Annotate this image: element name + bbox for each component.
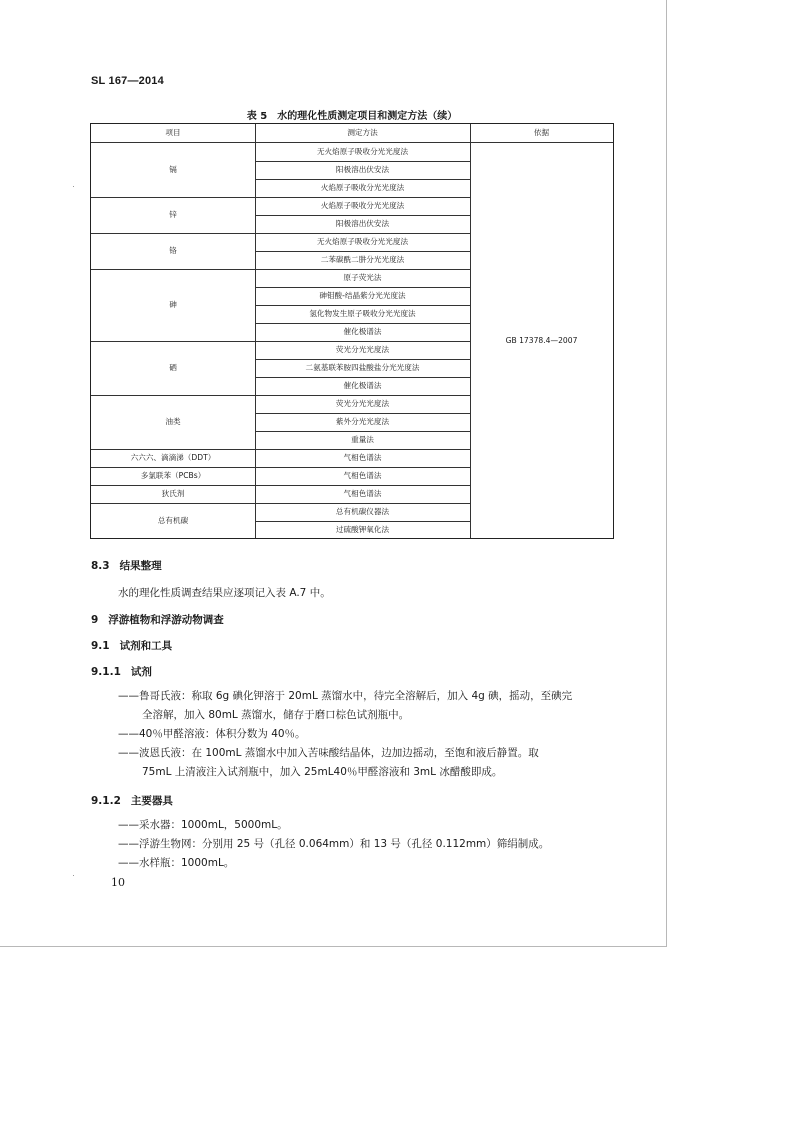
method-cell: 原子荧光法 xyxy=(343,273,382,283)
header-basis: 依据 xyxy=(533,128,550,138)
scan-speck xyxy=(73,875,74,876)
heading-number: 9 xyxy=(91,614,99,626)
header-item: 项目 xyxy=(165,128,181,138)
scan-speck xyxy=(73,186,74,187)
heading-8-3 xyxy=(91,558,162,573)
tool-sampler: ——采水器：1000mL，5000mL。 xyxy=(118,819,288,831)
methods-table xyxy=(90,123,614,539)
method-cell: 二苯碳酰二肼分光光度法 xyxy=(320,255,405,265)
method-cell: 气相色谱法 xyxy=(343,471,382,481)
method-cell: 阳极溶出伏安法 xyxy=(335,219,390,229)
method-cell: 无火焰原子吸收分光光度法 xyxy=(316,147,409,157)
tool-plankton-net: ——浮游生物网：分别用 25 号（孔径 0.064mm）和 13 号（孔径 0.112mm）筛绢制成。 xyxy=(118,838,550,850)
page-number: 10 xyxy=(111,876,125,889)
item-dieldrin: 狄氏剂 xyxy=(161,489,185,499)
method-cell: 催化极谱法 xyxy=(343,327,382,337)
method-cell: 荧光分光光度法 xyxy=(335,345,390,355)
table-title: 表 5 水的理化性质测定项目和测定方法（续） xyxy=(246,111,458,122)
heading-9-1 xyxy=(91,638,172,653)
item-pcbs: 多氯联苯（PCBs） xyxy=(140,471,206,481)
reagent-formaldehyde xyxy=(118,725,618,744)
heading-number: 9.1.2 xyxy=(91,795,121,807)
heading-9-1-2 xyxy=(91,793,173,808)
result-paragraph: 水的理化性质调查结果应逐项记入表 A.7 中。 xyxy=(118,587,331,599)
item-cadmium: 镉 xyxy=(169,165,177,175)
heading-text: 试剂和工具 xyxy=(119,640,173,652)
method-cell: 无火焰原子吸收分光光度法 xyxy=(316,237,409,247)
reagent-line: 全溶解，加入 80mL 蒸馏水，储存于磨口棕色试剂瓶中。 xyxy=(142,709,410,721)
item-selenium: 硒 xyxy=(169,363,177,373)
header-method: 测定方法 xyxy=(347,128,378,138)
method-cell: 紫外分光光度法 xyxy=(335,417,390,427)
heading-text: 浮游植物和浮游动物调查 xyxy=(108,614,224,626)
method-cell: 二氨基联苯胺四盐酸盐分光光度法 xyxy=(305,363,420,373)
reagent-line: ——鲁哥氏液：称取 6g 碘化钾溶于 20mL 蒸馏水中，待完全溶解后，加入 4g 碘，摇动，至碘完 xyxy=(118,690,573,702)
heading-text: 主要器具 xyxy=(130,795,173,807)
method-cell: 气相色谱法 xyxy=(343,453,382,463)
reagent-bouin xyxy=(118,744,618,782)
method-cell: 火焰原子吸收分光光度法 xyxy=(320,183,405,193)
reagent-line: 75mL 上清液注入试剂瓶中，加入 25mL40％甲醛溶液和 3mL 冰醋酸即成。 xyxy=(142,766,503,778)
heading-number: 8.3 xyxy=(91,560,110,572)
heading-9 xyxy=(91,612,224,627)
standard-code: SL 167—2014 xyxy=(91,75,164,87)
item-ddt: 六六六、滴滴涕（DDT） xyxy=(130,453,216,463)
method-cell: 砷钼酸-结晶紫分光光度法 xyxy=(319,291,406,301)
method-cell: 阳极溶出伏安法 xyxy=(335,165,390,175)
heading-9-1-1 xyxy=(91,664,152,679)
tool-sample-bottle: ——水样瓶：1000mL。 xyxy=(118,857,235,869)
basis-standard: GB 17378.4—2007 xyxy=(505,335,578,345)
method-cell: 总有机碳仪器法 xyxy=(335,507,390,517)
reagent-lugol xyxy=(118,687,618,725)
heading-text: 试剂 xyxy=(130,666,152,678)
method-cell: 催化极谱法 xyxy=(343,381,382,391)
heading-number: 9.1.1 xyxy=(91,666,121,678)
method-cell: 重量法 xyxy=(351,435,374,445)
reagent-line: ——波恩氏液：在 100mL 蒸馏水中加入苦味酸结晶体，边加边摇动，至饱和液后静置。取 xyxy=(118,747,539,759)
method-cell: 氢化物发生原子吸收分光光度法 xyxy=(309,309,416,319)
item-oils: 油类 xyxy=(165,417,181,427)
item-zinc: 锌 xyxy=(169,210,177,220)
method-cell: 过硫酸钾氧化法 xyxy=(335,524,390,534)
method-cell: 气相色谱法 xyxy=(343,489,382,499)
heading-text: 结果整理 xyxy=(119,560,162,572)
heading-number: 9.1 xyxy=(91,640,110,652)
method-cell: 火焰原子吸收分光光度法 xyxy=(320,201,405,211)
item-chromium: 铬 xyxy=(169,246,177,256)
reagent-line: ——40％甲醛溶液：体积分数为 40％。 xyxy=(118,728,306,740)
item-toc: 总有机碳 xyxy=(157,515,189,525)
method-cell: 荧光分光光度法 xyxy=(335,399,390,409)
item-arsenic: 砷 xyxy=(169,300,177,310)
